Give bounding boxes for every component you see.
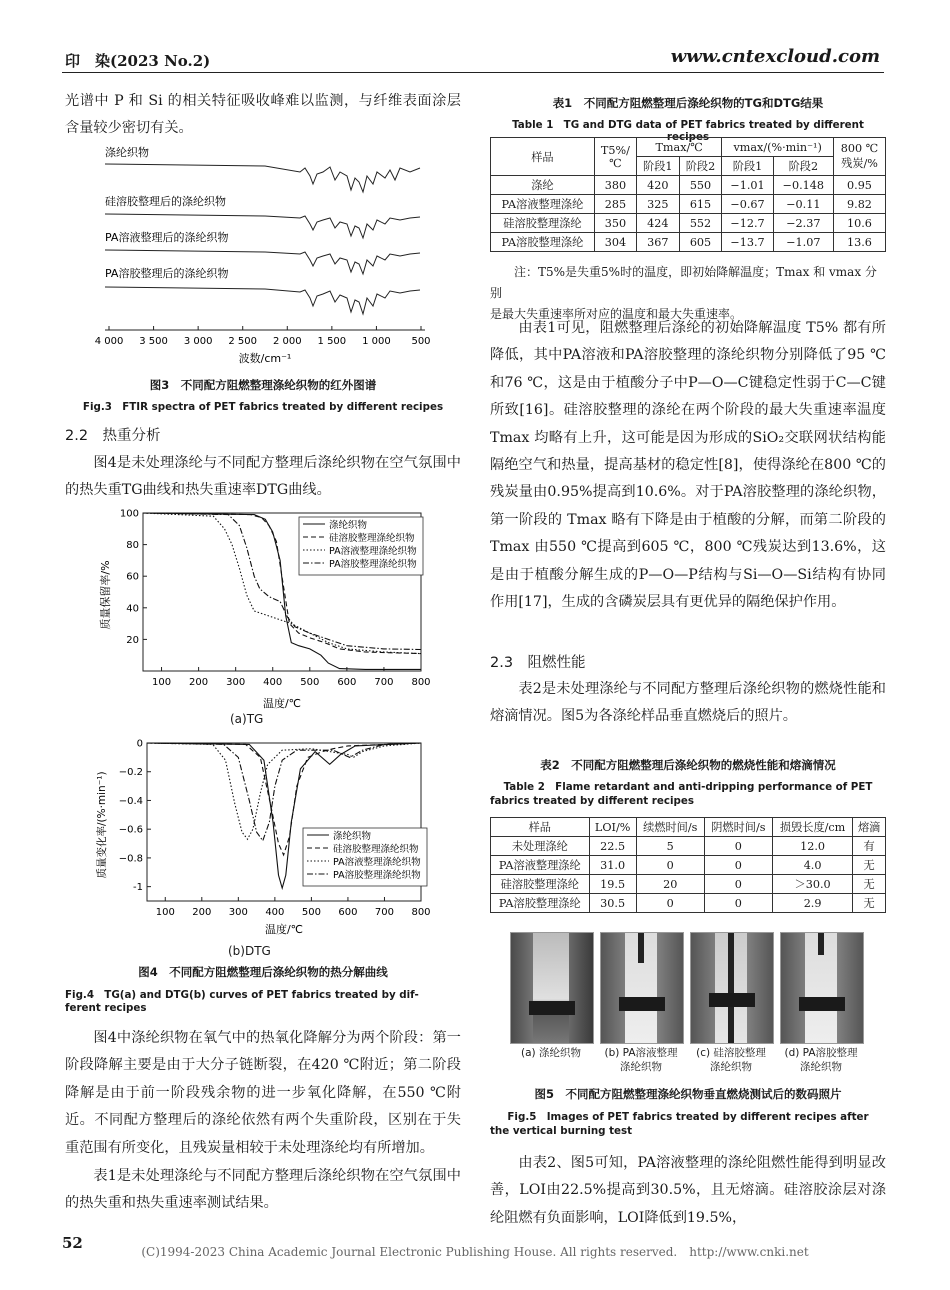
fig4a-label: (a)TG [230,712,264,726]
fig3-caption-cn: 图3 不同配方阻燃整理涤纶织物的红外图谱 [149,378,377,392]
ftir-tick-label: 500 [411,336,431,347]
t1-h-sample: 样品 [491,138,595,176]
t1-h-t5: T5%/ ℃ [594,138,636,176]
dtg-y-tick-label: -1 [133,882,143,894]
table-2 [490,817,886,913]
tg-y-tick-label: 40 [126,603,139,615]
t1-h-s1b: 阶段1 [722,157,773,176]
page-number: 52 [62,1234,83,1252]
ftir-tick-label: 3 000 [183,336,213,347]
ftir-xlabel: 波数/cm⁻¹ [238,352,292,365]
final-paragraph: 由表2、图5可知，PA溶液整理的涤纶阻燃性能得到明显改善，LOI由22.5%提高到30.5%，且无熔滴。硅溶胶涂层对涤纶阻燃有负面影响，LOI降低到19.5%， [490,1155,886,1226]
table1-analysis-paragraph: 由表1可见，阻燃整理后涤纶的初始降解温度 T5% 都有所降低，其中PA溶液和PA溶胶整理的涤纶织物分别降低了95 ℃和76 ℃，这是由于植酸分子中P—O—C键稳定性弱于C—C键所致[16]。硅溶胶整理的涤纶在两个阶段的最大失重速率温度 Tmax 均略有上升，这可能是因为形成的SiO₂交联网状结构能隔绝空气和热量，提高基材的稳定性[8]，使得涤纶在800 ℃的残炭量由0.95%提高到10.6%。对于PA溶胶整理的涤纶织物，第一阶段的 Tmax 略有下降是由于植酸的分解，而第二阶段的 Tmax 由550 ℃提高到605 ℃，800 ℃残炭达到13.6%，这是由于植酸分解生成的P—O—P结构与Si—O—Si结构有协同作用[17]，生成的含磷炭层具有更优异的隔绝保护作用。 [490,320,886,611]
photo-b-caption: (b) PA溶液整理 涤纶织物 [604,1047,678,1073]
section-2-3-paragraph: 表2是未处理涤纶与不同配方整理后涤纶织物的燃烧性能和熔滴情况。图5为各涤纶样品垂直燃烧后的照片。 [490,681,886,725]
ftir-tick-label: 1 000 [362,336,391,347]
tg-chart [95,505,435,725]
table-row: 硅溶胶整理涤纶 350 424 552 −12.7 −2.37 10.6 [491,214,886,233]
section-2-2-paragraph: 图4是未处理涤纶与不同配方整理后涤纶织物在空气氛围中的热失重TG曲线和热失重速率DTG曲线。 [65,455,461,499]
t1-h-s2b: 阶段2 [773,157,833,176]
ftir-label-1: 涤纶织物 [105,146,149,159]
dtg-x-tick-label: 700 [374,907,395,918]
table-row: PA溶胶整理涤纶 304 367 605 −13.7 −1.07 13.6 [491,233,886,252]
tg-legend-label: PA溶液整理涤纶织物 [329,546,417,557]
fig4-caption-en-2: ferent recipes [65,1002,147,1014]
dtg-y-tick-label: −0.4 [118,795,143,807]
dtg-y-tick-label: −0.6 [118,824,143,836]
table-header-row: 样品 LOI/% 续燃时间/s 阴燃时间/s 损毁长度/cm 熔滴 [491,818,886,837]
dtg-x-tick-label: 100 [155,907,175,918]
dtg-xlabel: 温度/℃ [264,923,304,935]
photo-c-caption: (c) 硅溶胶整理 涤纶织物 [696,1047,766,1073]
ftir-trace-1 [105,164,420,192]
dtg-legend-label: PA溶胶整理涤纶织物 [333,870,421,881]
dtg-x-tick-label: 400 [265,907,285,918]
dtg-legend-label: PA溶液整理涤纶织物 [333,857,421,868]
journal-website[interactable]: www.cntexcloud.com [670,46,880,67]
tg-legend-label: PA溶胶整理涤纶织物 [329,559,417,570]
ftir-ticks [95,326,431,347]
dtg-y-tick-label: 0 [136,738,143,750]
fig4-caption-cn: 图4 不同配方阻燃整理后涤纶织物的热分解曲线 [138,965,388,979]
ftir-tick-label: 4 000 [95,336,124,347]
tg-x-tick-label: 100 [151,677,172,688]
tg-x-tick-label: 400 [263,677,283,688]
photo-a [510,932,594,1044]
tg-y-tick-label: 20 [126,634,139,646]
intro-paragraph: 光谱中 P 和 Si 的相关特征吸收峰难以监测，与纤维表面涂层含量较少密切有关。 [65,93,461,137]
fig4b-label: (b)DTG [228,944,271,958]
dtg-y-tick-label: −0.2 [118,767,143,779]
ftir-tick-label: 2 500 [228,336,258,347]
table-row: 涤纶 380 420 550 −1.01 −0.148 0.95 [491,176,886,195]
t1-h-tmax: Tmax/℃ [636,138,721,157]
tg-legend-label: 涤纶织物 [329,520,368,531]
journal-header: 印 染(2023 No.2) [65,52,211,70]
tg-x-tick-label: 700 [374,677,394,688]
dtg-ylabel: 质量变化率/(%·min⁻¹) [96,771,108,879]
ftir-tick-label: 2 000 [272,336,302,347]
table2-caption-cn: 表2 不同配方阻燃整理后涤纶织物的燃烧性能和熔滴情况 [540,758,836,772]
table-row: 未处理涤纶 22.5 5 0 12.0 有 [491,837,886,856]
fig5-caption-en-2: the vertical burning test [490,1125,633,1137]
table-1 [490,137,886,252]
tg-y-tick-label: 60 [126,571,139,583]
table-row: PA溶液整理涤纶 285 325 615 −0.67 −0.11 9.82 [491,195,886,214]
tg-x-tick-label: 800 [411,677,431,688]
table2-caption-en-1: Table 2 Flame retardant and anti-dripping performance of PET [503,781,873,793]
table-row: PA溶胶整理涤纶 30.5 0 0 2.9 无 [491,894,886,913]
photo-b [600,932,684,1044]
tg-ylabel: 质量保留率/% [99,560,112,630]
table1-caption-cn: 表1 不同配方阻燃整理后涤纶织物的TG和DTG结果 [552,96,824,110]
figure-3 [95,142,435,367]
ftir-label-3: PA溶液整理后的涤纶织物 [105,231,229,244]
table1-intro-paragraph: 表1是未处理涤纶与不同配方整理后涤纶织物在空气氛围中的热失重和热失重速率测试结果。 [65,1168,461,1212]
t1-h-s2a: 阶段2 [679,157,722,176]
fig3-caption-en: Fig.3 FTIR spectra of PET fabrics treated by different recipes [82,401,444,413]
t1-h-vmax: vmax/(%·min⁻¹) [722,138,834,157]
thermal-degradation-paragraph: 图4中涤纶织物在氧气中的热氧化降解分为两个阶段：第一阶段降解主要是由于大分子链断裂，在420 ℃附近；第二阶段降解是由于前一阶段残余物的进一步氧化降解，在550 ℃附近。不同配方整理后的涤纶依然有两个失重阶段，区别在于失重范围有所变化，且残炭量相较于未处理涤纶均有所增加。 [65,1030,461,1156]
ftir-tick-label: 3 500 [139,336,168,347]
tg-legend-label: 硅溶胶整理涤纶织物 [329,533,415,544]
fig4-caption-en-1: Fig.4 TG(a) and DTG(b) curves of PET fabrics treated by dif- [65,989,419,1001]
tg-y-tick-label: 80 [126,540,139,552]
table-row: 硅溶胶整理涤纶 19.5 20 0 ＞30.0 无 [491,875,886,894]
tg-x-tick-label: 600 [337,677,357,688]
dtg-legend-label: 硅溶胶整理涤纶织物 [333,844,419,855]
dtg-x-tick-label: 500 [301,907,321,918]
section-2-2-heading: 2.2 热重分析 [65,428,161,444]
dtg-x-tick-label: 200 [192,907,212,918]
tg-x-tick-label: 300 [226,677,246,688]
dtg-chart [95,735,435,935]
header-rule [62,72,884,73]
photo-d-caption: (d) PA溶胶整理 涤纶织物 [784,1047,858,1073]
dtg-series-3 [147,743,421,839]
tg-x-tick-label: 200 [189,677,209,688]
dtg-series-4 [147,743,421,841]
section-2-3-heading: 2.3 阻燃性能 [490,655,586,671]
photo-d [780,932,864,1044]
table-row: PA溶液整理涤纶 31.0 0 0 4.0 无 [491,856,886,875]
fig5-caption-en-1: Fig.5 Images of PET fabrics treated by different recipes after [507,1111,869,1123]
dtg-x-tick-label: 600 [338,907,358,918]
tg-x-tick-label: 500 [300,677,320,688]
photo-c [690,932,774,1044]
table1-caption-en: Table 1 TG and DTG data of PET fabrics treated by different recipes [512,119,864,143]
ftir-label-2: 硅溶胶整理后的涤纶织物 [105,195,226,208]
ftir-chart [95,142,435,367]
ftir-trace-4 [105,287,420,314]
table1-note: 注：T5%是失重5%时的温度，即初始降解温度；Tmax 和 vmax 分别 是最大失重速率所对应的温度和最大失重速率。 [490,265,877,321]
tg-xlabel: 温度/℃ [262,697,302,710]
copyright-footer: (C)1994-2023 China Academic Journal Electronic Publishing House. All rights reserved. http://www.cnki.net [141,1245,809,1259]
t1-h-char: 800 ℃ 残炭/% [833,138,885,176]
ftir-label-4: PA溶胶整理后的涤纶织物 [105,267,229,280]
ftir-tick-label: 1 500 [317,336,347,347]
t1-h-s1a: 阶段1 [636,157,679,176]
tg-y-tick-label: 100 [119,508,139,520]
photo-a-caption: (a) 涤纶织物 [521,1047,581,1059]
table2-caption-en-2: fabrics treated by different recipes [490,795,694,807]
dtg-x-tick-label: 300 [228,907,248,918]
fig5-caption-cn: 图5 不同配方阻燃整理涤纶织物垂直燃烧测试后的数码照片 [534,1087,842,1101]
dtg-y-tick-label: −0.8 [118,853,143,865]
dtg-x-tick-label: 800 [411,907,431,918]
dtg-legend-label: 涤纶织物 [333,831,372,842]
